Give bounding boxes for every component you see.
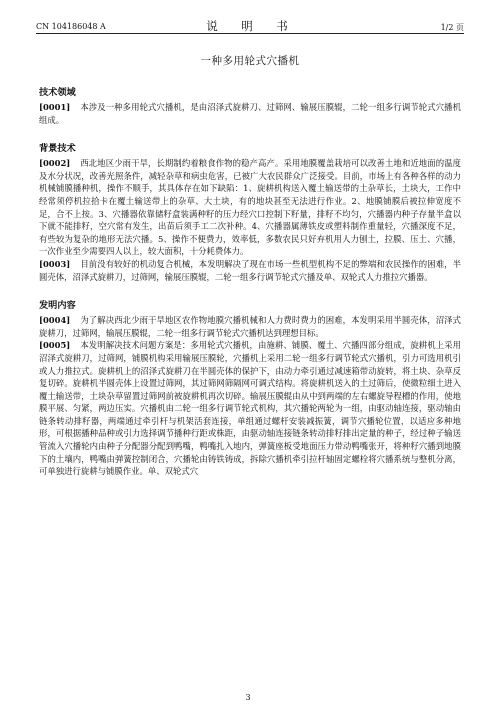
paragraph-text: 为了解决西北少雨干旱地区农作物地膜穴播机械和人力费时费力的困难，本发明采用半圆壳体，沼泽式旋耕刀，过筛网，输展压膜辊，二轮一组多行调节轮式穴播机达到理想目标。 — [39, 315, 461, 338]
paragraph-number: [0004] — [39, 315, 71, 326]
paragraph-number: [0001] — [39, 102, 71, 112]
section-heading-background: 背景技术 — [39, 143, 76, 155]
patent-number: CN 104186048 A — [36, 22, 106, 31]
document-body — [39, 53, 461, 478]
paragraph-0004 — [39, 314, 461, 339]
section-heading-technical-field: 技术领域 — [39, 87, 76, 98]
paragraph-number: [0002] — [39, 158, 71, 169]
paragraph-number: [0005] — [39, 340, 71, 351]
paragraph-0003 — [39, 258, 461, 283]
header-rule — [36, 33, 464, 34]
document-section-title: 说 明 书 — [206, 19, 294, 33]
section-heading-summary: 发明内容 — [39, 300, 76, 312]
paragraph-0001 — [39, 101, 461, 126]
paragraph-0002 — [39, 157, 461, 258]
paragraph-number: [0003] — [39, 258, 71, 269]
page-indicator: 1/2 页 — [440, 23, 464, 32]
paragraph-text: 本涉及一种多用轮式穴播机，是由沼泽式旋耕刀、过筛网、输展压膜辊，二轮一组多行调节轮式穴播机组成。 — [39, 102, 461, 125]
paragraph-0005 — [39, 339, 461, 478]
page-number: 3 — [245, 693, 251, 702]
paragraph-text: 目前没有较好的机动复合机械，本发明解决了现在市场一些机型机构不足的弊端和农民操作的困难，半圆壳体，沼泽式旋耕刀，过筛网，输展压膜辊，二轮一组多行调节轮式穴播及单、双轮式人力推拉穴播器。 — [39, 258, 461, 282]
paragraph-text: 西北地区少雨干旱，长期制约着粮食作物的稳产高产。采用地膜覆盖栽培可以改善土地和近地面的温度及水分状况，改善光照条件，减轻杂草和病虫危害，已被广大农民群众广泛接受。目前，市场上有各种各样的动力机械铺膜播种机，操作不顺手，其具体存在如下缺陷：1、旋耕机构送入覆土输送带的土杂草长，土块大，工作中经常须停机拉拾卡在覆土输送带上的杂草、大土块，有的地块甚至无法进行作业。2、地膜铺膜后被拉伸宽度不足，合不上按。3、穴播器依靠储籽盒装满种籽的压力经穴口控制下籽量，排籽不均匀，穴播器内种子存量半盒以下就不能排籽，空穴常有发生，出苗后须手工二次补种。4、穴播器属薄铁皮或塑料制作重量轻，穴播深度不足，有些较为复杂的地形无法穴播。5、操作不便费力，效率低，多数农民只好弃机用人力刨土，拉膜、压土、穴播，一次作业至少需要四人以上，较大面积，十分耗费体力。 — [39, 158, 461, 257]
paragraph-text: 本发明解决技术问题方案是：多用轮式穴播机，由施耕、铺膜、覆土、穴播四部分组成，旋耕机上采用沼泽式旋耕刀，过筛网，铺膜机构采用输展压膜轮，穴播机上采用二轮一组多行调节轮式穴播机，引力可选用机引或人力推拉式。旋耕机上的沼泽式旋耕刀在半圆壳体的保护下，由动力牵引通过减速箱带动旋转，将土块、杂草反复切碎。旋耕机半圆壳体上设置过筛网，其过筛网筛隔网可调式结构。将旋耕机送入的土过筛后，使微粒细土进入覆土输送带，土块杂草留置过筛网前被旋耕机再次切碎。输展压膜辊由从中到两端的左右螺旋导程槽的作用，使地膜平展、匀紧，两边压实。穴播机由二轮一组多行调节轮式机构，其穴播轮两轮为一组，由驱动轴连接，驱动轴由链条转动排籽器，两端通过牵引杆与机架活套连接，单组通过螺杆安装减振簧，调节穴播轮位置，以适应多种地形，可根据播种品种或引力选择调节播种行距或株距，由驱动轴连接链条转动排籽排出定量的种子，经过种子输送管流入穴播轮内由种子分配器分配到鸭嘴，鸭嘴扎入地内，弹簧座板受地面压力带动鸭嘴张开，将种籽穴播到地膜下的土壤内，鸭嘴由弹簧控制闭合，穴播轮由铸铁铸成，拆除穴播机牵引拉杆轴固定螺栓将穴播系统与整机分离，可单独进行旋耕与铺膜作业。单、双轮式穴 — [39, 340, 461, 477]
document-title: 一种多用轮式穴播机 — [200, 55, 300, 67]
